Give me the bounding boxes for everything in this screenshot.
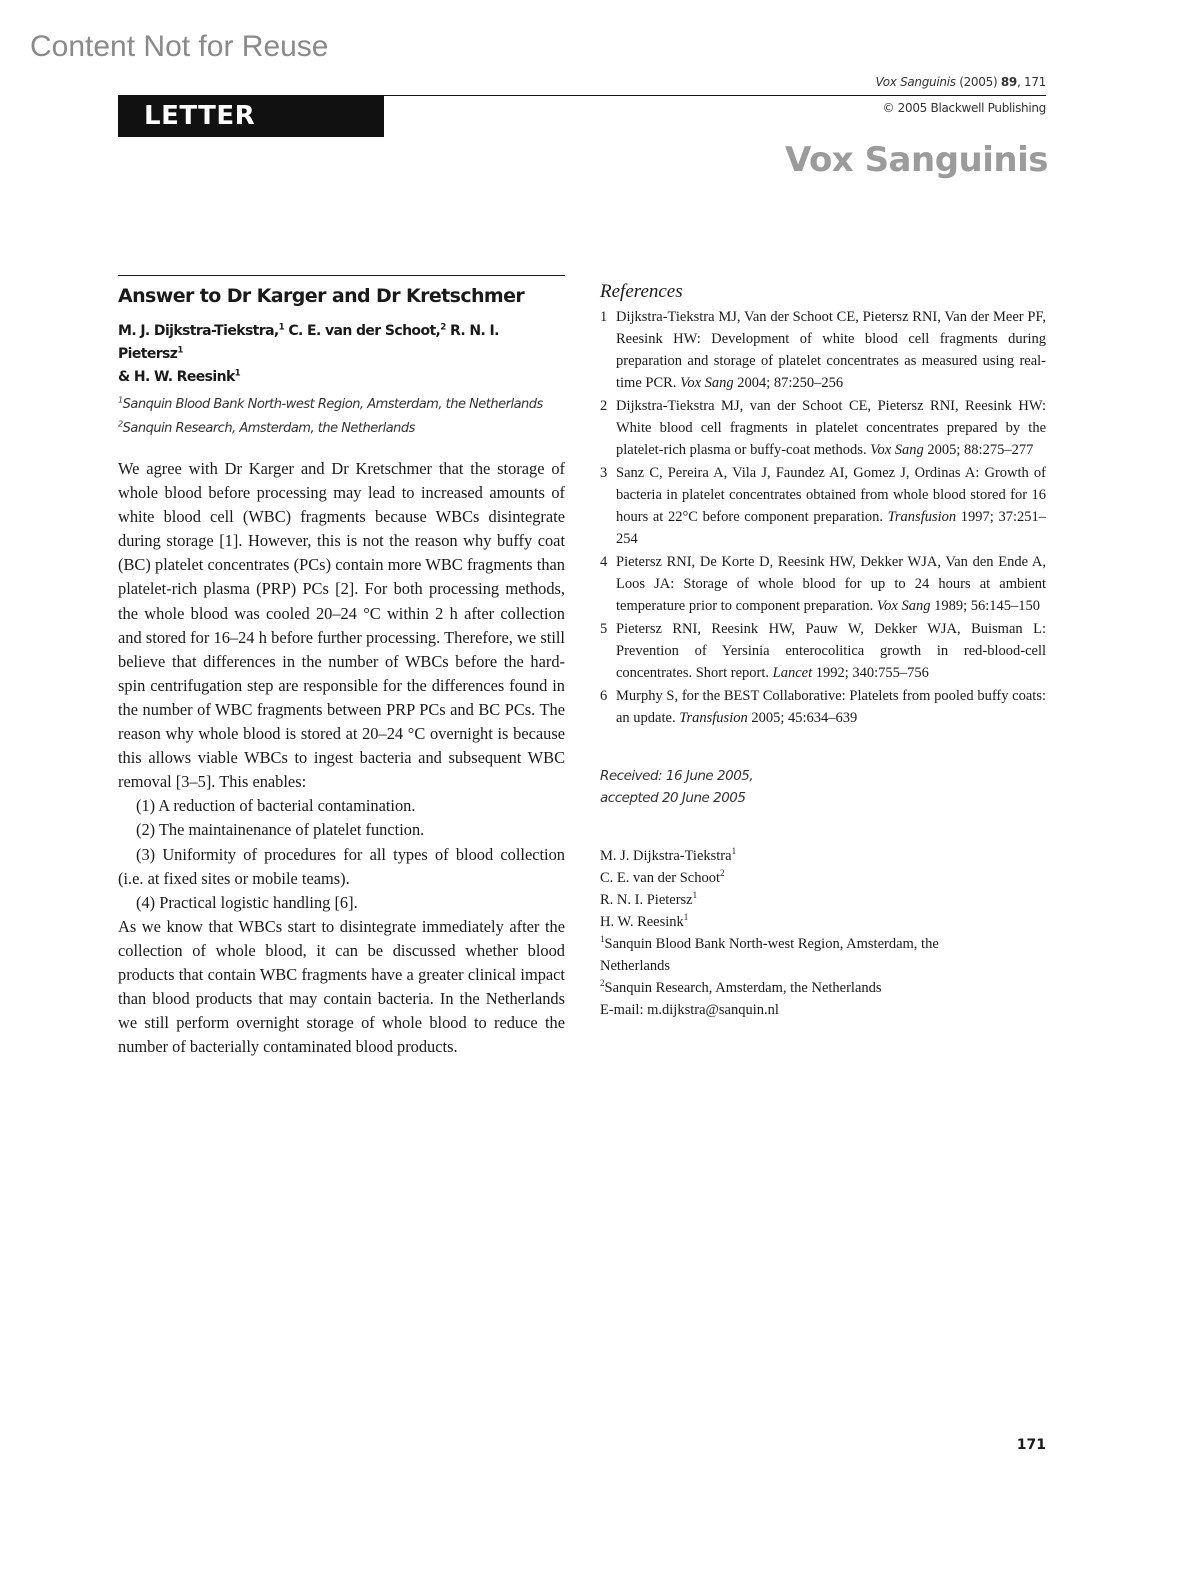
reference-item: 1 Dijkstra-Tiekstra MJ, Van der Schoot CE, Pietersz RNI, Van der Meer PF, Reesink HW: Development of white blood cell fragments during preparation and storage of platelet concentrates as measured using real-time PCR. Vox Sang 2004; 87:250–256 xyxy=(600,309,1046,391)
journal-page: , 171 xyxy=(1016,75,1046,89)
references-heading: References xyxy=(600,281,683,302)
reference-item: 5 Pietersz RNI, Reesink HW, Pauw W, Dekker WJA, Buisman L: Prevention of Yersinia enterocolitica growth in red-blood-cell concentrates. Short report. Lancet 1992; 340:755–756 xyxy=(600,621,1046,681)
contact-affiliation: $^2$Sanquin Research, Amsterdam, the Netherlands xyxy=(600,978,882,996)
journal-volume: 89 xyxy=(1000,75,1017,89)
journal-year: (2005) xyxy=(959,75,998,89)
correspondence-block xyxy=(600,845,1046,1021)
references-column xyxy=(600,280,1046,1021)
reference-item: 6 Murphy S, for the BEST Collaborative: Platelets from pooled buffy coats: an update. Transfusion 2005; 45:634–639 xyxy=(600,688,1046,726)
journal-name: Vox Sanguinis xyxy=(875,75,956,89)
affiliation: $^2$Sanquin Research, Amsterdam, the Netherlands xyxy=(118,419,415,436)
contact-email[interactable]: E-mail: m.dijkstra@sanquin.nl xyxy=(600,1002,779,1018)
affiliations xyxy=(118,393,565,441)
contact-name: H. W. Reesink$^1$ xyxy=(600,912,689,930)
reference-item: 4 Pietersz RNI, De Korte D, Reesink HW, Dekker WJA, Van den Ende A, Loos JA: Storage of whole blood for up to 24 hours at ambient temperature prior to component preparation. Vox Sang 1989; 56:145–150 xyxy=(600,554,1046,614)
article-body xyxy=(118,457,565,1059)
copyright-notice: © 2005 Blackwell Publishing xyxy=(882,101,1046,115)
affiliation: $^1$Sanquin Blood Bank North-west Region, Amsterdam, the Netherlands xyxy=(118,395,543,412)
accepted-date: accepted 20 June 2005 xyxy=(600,790,746,806)
section-label: LETTER xyxy=(118,95,384,137)
contact-affiliation: $^1$Sanquin Blood Bank North-west Region, Amsterdam, the Netherlands xyxy=(600,934,939,974)
article-title: Answer to Dr Karger and Dr Kretschmer xyxy=(118,285,525,307)
title-rule xyxy=(118,275,565,276)
author-list: M. J. Dijkstra-Tiekstra,$^1$ C. E. van der Schoot,$^2$ R. N. I. Pietersz$^1$ & H. W. Reesink$^1$ xyxy=(118,322,499,385)
body-paragraph: As we know that WBCs start to disintegrate immediately after the collection of whole blood, it can be discussed whether blood products that contain WBC fragments have a greater clinical impact than blood products that may contain bacteria. In the Netherlands we still perform overnight storage of whole blood to reduce the number of bacterially contaminated blood products. xyxy=(118,916,565,1057)
journal-brand: Vox Sanguinis xyxy=(784,140,1048,180)
body-list-item: (4) Practical logistic handling [6]. xyxy=(136,892,358,912)
journal-citation xyxy=(860,75,1046,89)
author-name: & H. W. Reesink xyxy=(118,369,235,385)
body-paragraph: We agree with Dr Karger and Dr Kretschmer that the storage of whole blood before processing may lead to increased amounts of white blood cell (WBC) fragments because WBCs disintegrate during storage [1]. However, this is not the reason why buffy coat (BC) platelet concentrates (PCs) contain more WBC fragments than platelet-rich plasma (PRP) PCs [2]. For both processing methods, the whole blood was cooled 20–24 °C within 2 h after collection and stored for 16–24 h before further processing. Therefore, we still believe that differences in the number of WBCs before the hard-spin centrifugation step are responsible for the differences found in the number of WBC fragments between PRP PCs and BC PCs. The reason why whole blood is stored at 20–24 °C overnight is because this allows viable WBCs to ingest bacteria and subsequent WBC removal [3–5]. This enables: xyxy=(118,459,565,792)
author-name: R. N. I. Pietersz xyxy=(118,323,499,362)
author-name: C. E. van der Schoot, xyxy=(284,323,441,339)
contact-name: M. J. Dijkstra-Tiekstra$^1$ xyxy=(600,846,737,864)
body-list-item: (2) The maintainenance of platelet function. xyxy=(136,820,425,840)
article-column xyxy=(118,275,565,1059)
reference-item: 2 Dijkstra-Tiekstra MJ, van der Schoot CE, Pietersz RNI, Reesink HW: White blood cell fragments in platelet concentrates prepared by the platelet-rich plasma or buffy-coat methods. Vox Sang 2005; 88:275–277 xyxy=(600,398,1046,458)
reference-item: 3 Sanz C, Pereira A, Vila J, Faundez AI, Gomez J, Ordinas A: Growth of bacteria in platelet concentrates obtained from whole blood stored for 16 hours at 22°C before component preparation. Transfusion 1997; 37:251–254 xyxy=(600,465,1046,547)
contact-name: C. E. van der Schoot$^2$ xyxy=(600,868,725,886)
received-dates xyxy=(600,765,1046,809)
page-number: 171 xyxy=(1016,1437,1046,1453)
contact-name: R. N. I. Pietersz$^1$ xyxy=(600,890,698,908)
received-date: Received: 16 June 2005, xyxy=(600,768,754,784)
author-name: M. J. Dijkstra-Tiekstra, xyxy=(118,323,279,339)
body-list-item: (3) Uniformity of procedures for all types of blood collection (i.e. at fixed sites or mobile teams). xyxy=(118,844,565,888)
body-list-item: (1) A reduction of bacterial contamination. xyxy=(136,796,416,816)
watermark-text: Content Not for Reuse xyxy=(30,30,329,63)
